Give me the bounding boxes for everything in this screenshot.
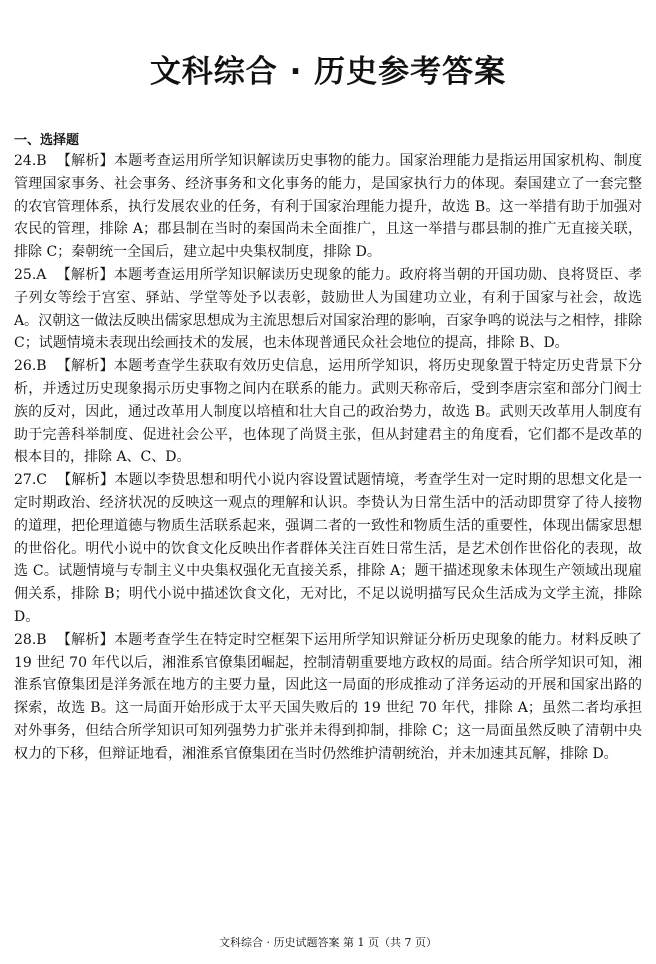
answer-item-28: [14, 629, 642, 766]
analysis-tag: 【解析】: [56, 631, 114, 648]
answer-choice: C: [36, 472, 47, 489]
question-number: 27.: [14, 472, 37, 489]
question-number: 25.: [14, 266, 37, 283]
answer-item-24: [14, 150, 642, 264]
answer-item-27: [14, 469, 642, 629]
answer-item-26: [14, 355, 642, 469]
analysis-tag: 【解析】: [56, 153, 114, 169]
question-number: 26.: [14, 358, 37, 375]
analysis-tag: 【解析】: [56, 472, 115, 489]
question-number: 28.: [14, 631, 37, 648]
page-footer: 文科综合 · 历史试题答案 第 1 页（共 7 页）: [219, 936, 437, 949]
analysis-text: 本题考查运用所学知识解读历史现象的能力。政府将当朝的开国功勋、良将贤臣、孝子列女等绘于宫室、驿站、学堂等处予以表彰，鼓励世人为国建功立业，有利于国家与社会，故选 A。汉朝这一做法反映出儒家思想成为主流思想后对国家治理的影响，百家争鸣的说法与之相悖，排除 C；试题情境未表现出绘画技术的发展，也未体现普通民众社会地位的提高，排除 B、D。: [14, 266, 643, 352]
answer-list: [14, 150, 642, 766]
answer-choice: A: [36, 266, 47, 283]
question-number: 24.: [14, 153, 37, 169]
analysis-text: 本题以李贽思想和明代小说内容设置试题情境，考查学生对一定时期的思想文化是一定时期政治、经济状况的反映这一观点的理解和认识。李贽认为日常生活中的活动即贯穿了待人接物的道理，把伦理道德与物质生活联系起来，强调二者的一致性和物质生活的重要性，体现出儒家思想的世俗化。明代小说中的饮食文化反映出作者群体关注百姓日常生活，是艺术创作世俗化的表现，故选 C。试题情境与专制主义中央集权强化无直接关系，排除 A；题干描述现象未体现生产领域出现雇佣关系，排除 B；明代小说中描述饮食文化，无对比，不足以说明描写民众生活成为文学主流，排除 D。: [14, 472, 642, 625]
analysis-tag: 【解析】: [56, 266, 114, 283]
analysis-text: 本题考查运用所学知识解读历史事物的能力。国家治理能力是指运用国家机构、制度管理国家事务、社会事务、经济事务和文化事务的能力，是国家执行力的体现。秦国建立了一套完整的农官管理体系，执行发展农业的任务，有利于国家治理能力提升，故选 B。这一举措有助于加强对农民的管理，排除 A；郡县制在当时的秦国尚未全面推广，且这一举措与郡县制的推广无直接关联，排除 C；秦朝统一全国后，建立起中央集权制度，排除 D。: [14, 153, 643, 261]
answer-choice: B: [36, 631, 47, 648]
section-heading: 一、选择题: [14, 133, 80, 148]
answer-item-25: [14, 264, 642, 355]
answer-choice: B: [36, 153, 47, 169]
analysis-text: 本题考查学生在特定时空框架下运用所学知识辩证分析历史现象的能力。材料反映了 19 世纪 70 年代以后，湘淮系官僚集团崛起，控制清朝重要地方政权的局面。结合所学知识可知，湘淮系官僚集团是洋务派在地方的主要力量，因此这一局面的形成推动了洋务运动的开展和国家出路的探索，故选 B。这一局面开始形成于太平天国失败后的 19 世纪 70 年代，排除 A；虽然二者均承担对外事务，但结合所学知识可知列强势力扩张并未得到抑制，排除 C；这一局面虽然反映了清朝中央权力的下移，但辩证地看，湘淮系官僚集团在当时仍然维护清朝统治，并未加速其瓦解，排除 D。: [14, 631, 643, 762]
page-title: 文科综合 · 历史参考答案: [149, 54, 507, 90]
analysis-text: 本题考查学生获取有效历史信息，运用所学知识，将历史现象置于特定历史背景下分析，并透过历史现象揭示历史事物之间内在联系的能力。武则天称帝后，受到李唐宗室和部分门阀士族的反对，因此，通过改革用人制度以培植和壮大自己的政治势力，故选 B。武则天改革用人制度有助于完善科举制度、促进社会公平，也体现了尚贤主张，但从封建君主的角度看，它们都不是改革的根本目的，排除 A、C、D。: [14, 358, 643, 466]
analysis-tag: 【解析】: [56, 358, 114, 375]
answer-choice: B: [36, 358, 47, 375]
